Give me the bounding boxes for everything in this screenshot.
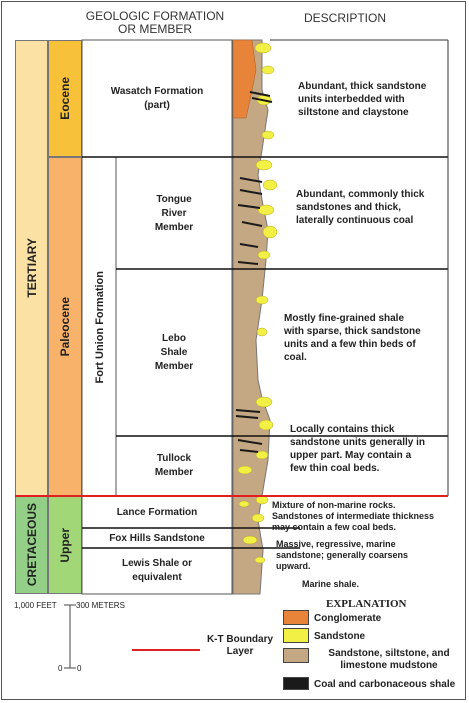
desc-wasatch-line: Abundant, thick sandstone — [298, 81, 427, 92]
group-fort-union-label: Fort Union Formation — [94, 270, 106, 384]
series-paleocene-label: Paleocene — [58, 296, 72, 357]
desc-tongue-river-line: laterally continuous coal — [296, 215, 414, 226]
unit-lebo-line2: Shale — [160, 347, 188, 358]
unit-tullock-line1: Tullock — [156, 453, 192, 464]
unit-lewis-line1: Lewis Shale or — [121, 558, 193, 569]
lithology-column — [233, 40, 270, 594]
kt-legend-line2: Layer — [226, 646, 254, 657]
kt-legend-label — [205, 634, 275, 658]
desc-tullock-line: few thin coal beds. — [290, 463, 380, 474]
desc-tongue-river-line: sandstones and thick, — [296, 202, 402, 213]
scale-top-m: 300 METERS — [76, 601, 125, 610]
desc-tongue-river-line: Abundant, commonly thick — [296, 189, 425, 200]
header-description: DESCRIPTION — [303, 11, 386, 25]
legend-swatch-coal — [283, 677, 309, 690]
legend-label-siltstone-line2: limestone mudstone — [340, 660, 438, 671]
legend-swatch-siltstone — [283, 648, 309, 663]
legend-title: EXPLANATION — [326, 598, 407, 610]
legend-label-siltstone-line1: Sandstone, siltstone, and — [328, 648, 450, 659]
desc-tullock-line: Locally contains thick — [290, 424, 395, 435]
unit-wasatch-line2: (part) — [144, 100, 170, 111]
desc-tongue-river — [296, 188, 446, 227]
legend-label-sandstone: Sandstone — [314, 631, 366, 642]
series-eocene-label: Eocene — [58, 77, 72, 120]
desc-fox-hills-line: Massive, regressive, marine — [276, 539, 396, 549]
legend-swatch-conglomerate — [283, 610, 309, 625]
formation-column-border — [82, 40, 232, 594]
desc-lebo — [284, 312, 444, 364]
desc-wasatch-line: units interbedded with — [298, 94, 405, 105]
desc-lewis — [302, 579, 422, 590]
scale-bar — [64, 605, 76, 668]
system-cretaceous-label: CRETACEOUS — [24, 503, 39, 587]
unit-lebo-line1: Lebo — [162, 333, 186, 344]
legend-label-coal: Coal and carbonaceous shale — [314, 679, 456, 690]
legend-swatch-sandstone — [283, 628, 309, 643]
desc-wasatch-line: siltstone and claystone — [298, 107, 409, 118]
desc-lebo-line: with sparse, thick sandstone — [284, 326, 421, 337]
header-formation-line2: OR MEMBER — [117, 22, 192, 36]
desc-lebo-line: Mostly fine-grained shale — [284, 313, 405, 324]
unit-lance-line1: Lance Formation — [116, 507, 198, 518]
desc-fox-hills-line: upward. — [276, 561, 311, 571]
desc-lance — [272, 500, 462, 533]
desc-lance-line: Mixture of non-marine rocks. — [272, 500, 396, 510]
kt-legend-line1: K-T Boundary — [206, 634, 274, 645]
system-tertiary-label: TERTIARY — [24, 238, 39, 298]
series-upper-label: Upper — [58, 527, 72, 563]
unit-wasatch-line1: Wasatch Formation — [110, 86, 204, 97]
unit-lewis-line2: equivalent — [132, 572, 182, 583]
scale-top-ft: 1,000 FEET — [14, 601, 57, 610]
desc-lance-line: may contain a few coal beds. — [272, 522, 397, 532]
desc-fox-hills-line: sandstone; generally coarsens — [276, 550, 409, 560]
unit-fox-hills-line1: Fox Hills Sandstone — [109, 533, 205, 544]
desc-tullock — [290, 423, 446, 475]
desc-tullock-line: upper part. May contain a — [290, 450, 412, 461]
scale-zero-ft: 0 — [58, 664, 63, 673]
desc-lebo-line: units and a few thin beds of — [284, 339, 416, 350]
desc-tullock-line: sandstone units generally in — [290, 437, 426, 448]
unit-tongue-river-line2: River — [161, 208, 187, 219]
legend-label-siltstone — [314, 648, 464, 672]
desc-wasatch — [298, 80, 448, 119]
unit-tullock-line2: Member — [154, 467, 194, 478]
unit-lebo-line3: Member — [154, 361, 194, 372]
desc-lewis-line: Marine shale. — [302, 579, 360, 589]
desc-lance-line: Sandstones of intermediate thickness — [272, 511, 435, 521]
unit-tongue-river-line1: Tongue — [156, 194, 192, 205]
scale-zero-m: 0 — [77, 664, 82, 673]
legend-label-conglomerate: Conglomerate — [314, 613, 382, 624]
header-formation-line1: GEOLOGIC FORMATION — [85, 9, 225, 23]
desc-lebo-line: coal. — [284, 352, 307, 363]
unit-tongue-river-line3: Member — [154, 222, 194, 233]
desc-fox-hills — [276, 539, 446, 572]
